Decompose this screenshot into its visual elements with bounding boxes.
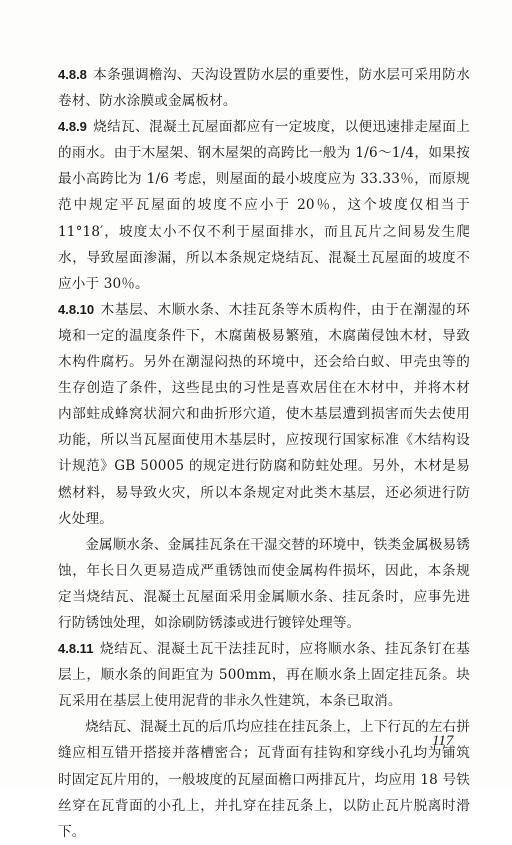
clause-text: 木基层、木顺水条、木挂瓦条等木质构件，由于在潮湿的环境和一定的温度条件下，木腐菌极易繁殖，木腐菌侵蚀木材，导致木构件腐朽。另外在潮湿闷热的环境中，还会给白蚁、甲壳虫等的生存创造了条件，这些昆虫的习性是喜欢居住在木材中，并将木材内部蛀成蜂窝状洞穴和曲折形穴道，使木基层遭到损害而失去使用功能，所以当瓦屋面使用木基层时，应按现行国家标准《木结构设计规范》GB 50005 的规定进行防腐和防蛀处理。另外，木材是易燃材料，易导致火灾，所以本条规定对此类木基层，还必须进行防火处理。: [58, 301, 470, 527]
body-text: [58, 62, 470, 845]
clause-4-8-8: [58, 62, 470, 114]
paragraph-text: 烧结瓦、混凝土瓦的后爪均应挂在挂瓦条上，上下行瓦的左右拼缝应相互错开搭接并落槽密合；瓦背面有挂钩和穿线小孔均为铺筑时固定瓦片用的，一般坡度的瓦屋面檐口两排瓦片，均应用 18 号铁丝穿在瓦背面的小孔上，并扎穿在挂瓦条上，以防止瓦片脱离时滑下。: [58, 719, 471, 840]
clause-text: 烧结瓦、混凝土瓦干法挂瓦时，应将顺水条、挂瓦条钉在基层上，顺水条的间距宜为 500mm，再在顺水条上固定挂瓦条。块瓦采用在基层上使用泥背的非永久性建筑，本条已取消。: [58, 641, 470, 710]
clause-number: 4.8.10: [58, 301, 95, 317]
clause-number: 4.8.8: [58, 67, 87, 82]
clause-text: 烧结瓦、混凝土瓦屋面都应有一定坡度，以便迅速排走屋面上的雨水。由于木屋架、钢木屋架的高跨比一般为 1/6～1/4，如果按最小高跨比为 1/6 考虑，则屋面的最小坡度应为 33.33％，而原规范中规定平瓦屋面的坡度不应小于 20％，这个坡度仅相当于 11°18′，坡度太小不仅不利于屋面排水，而且瓦片之间易发生爬水，导致屋面渗漏，所以本条规定烧结瓦、混凝土瓦屋面的坡度不应小于 30％。: [58, 119, 470, 292]
clause-4-8-11: [58, 636, 470, 714]
clause-number: 4.8.9: [58, 119, 87, 135]
clause-4-8-10: [58, 297, 470, 532]
clause-text: 本条强调檐沟、天沟设置防水层的重要性，防水层可采用防水卷材、防水涂膜或金属板材。: [58, 67, 470, 110]
clause-4-8-9: [58, 114, 470, 297]
paragraph-text: 金属顺水条、金属挂瓦条在干湿交替的环境中，铁类金属极易锈蚀，年长日久更易造成严重锈蚀而使金属构件损坏，因此，本条规定当烧结瓦、混凝土瓦屋面采用金属顺水条、挂瓦条时，应事先进行防锈蚀处理，如涂刷防锈漆或进行镀锌处理等。: [58, 536, 471, 631]
paragraph-tile-laying: [58, 714, 470, 844]
page-number: 117: [432, 733, 454, 749]
clause-number: 4.8.11: [58, 641, 94, 657]
paragraph-metal-strips: [58, 532, 470, 636]
